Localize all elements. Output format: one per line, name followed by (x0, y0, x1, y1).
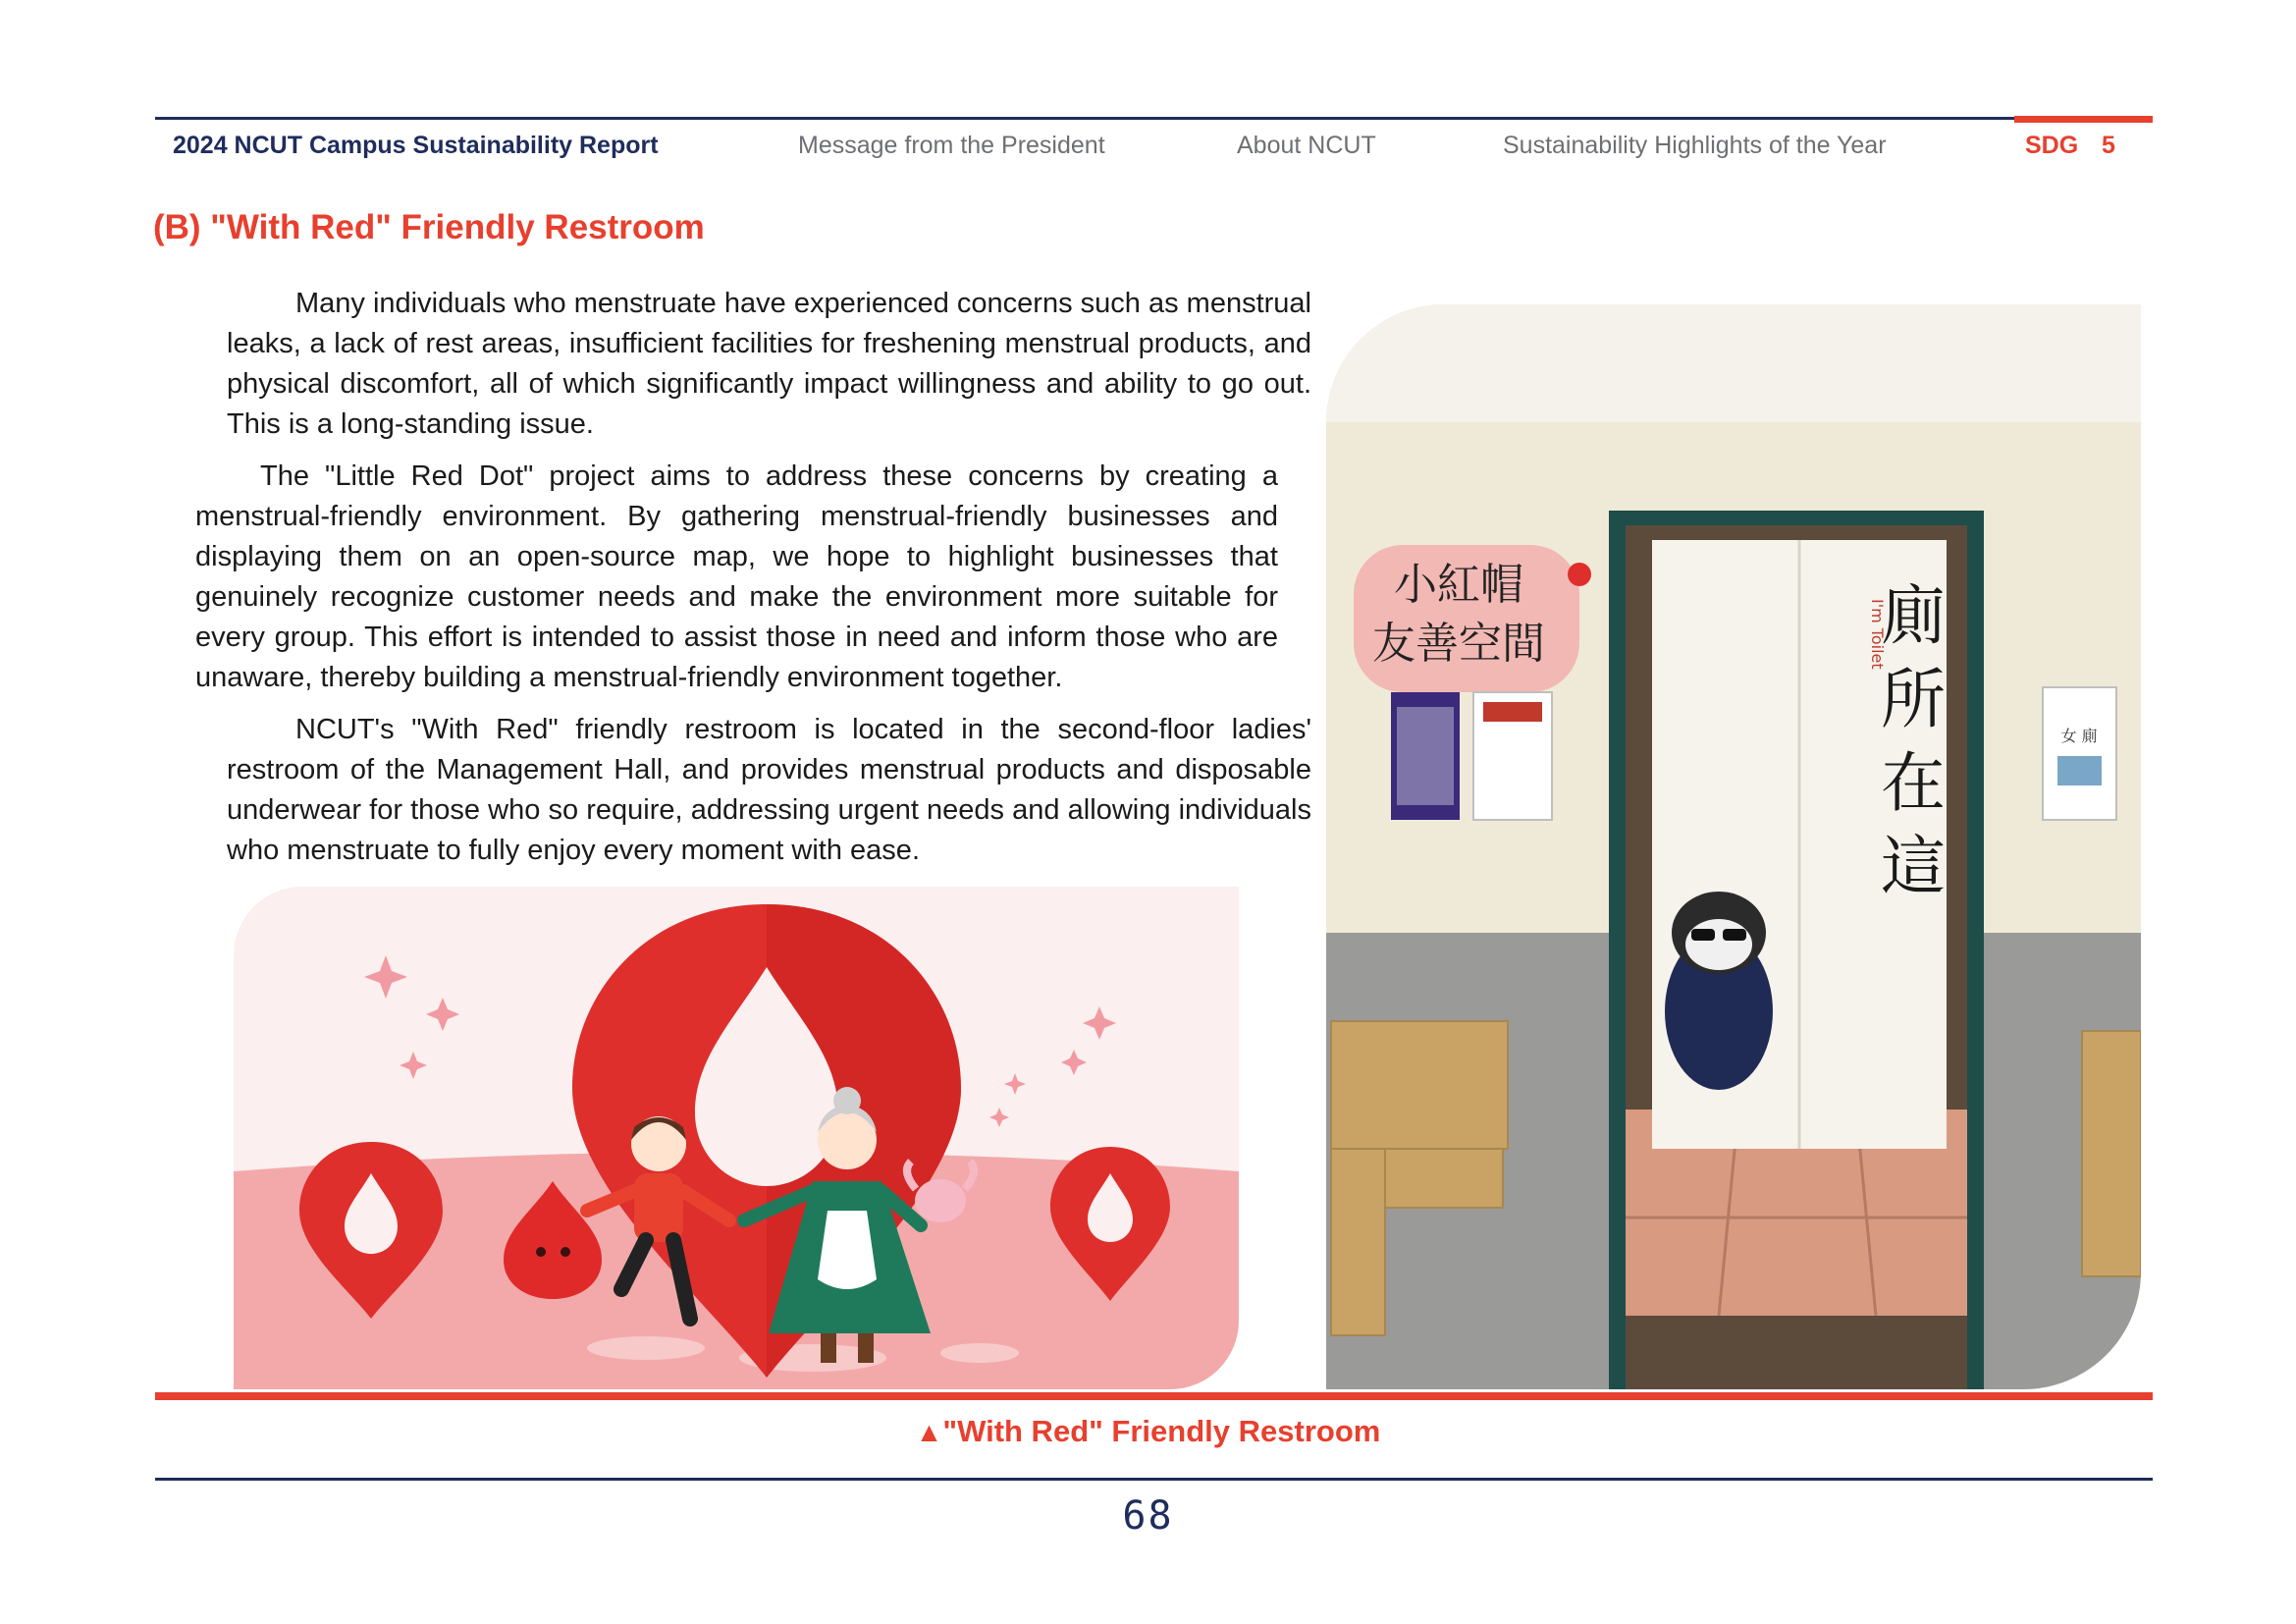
caption-text: "With Red" Friendly Restroom (942, 1414, 1381, 1448)
figure-caption (0, 1412, 2296, 1452)
header-rule (155, 117, 2014, 120)
sign-line-2: 友善空間 (1372, 619, 1545, 669)
nav-sustainability-highlights[interactable]: Sustainability Highlights of the Year (1503, 132, 1887, 159)
nav-message-from-president[interactable]: Message from the President (798, 132, 1105, 159)
header-accent-bar (2014, 116, 2153, 123)
sdg-number[interactable]: 5 (2102, 132, 2115, 159)
footer-rule (155, 1478, 2153, 1481)
report-title: 2024 NCUT Campus Sustainability Report (173, 132, 659, 159)
sign-line-1: 小紅帽 (1394, 560, 1523, 610)
curtain-char-2: 所 (1881, 662, 1946, 737)
curtain-char-1: 廁 (1881, 578, 1946, 654)
nav-about-ncut[interactable]: About NCUT (1237, 132, 1376, 159)
curtain-small-text: I'm Toilet (1868, 599, 1887, 670)
paragraph-1: Many individuals who menstruate have experienced concerns such as menstrual leaks, a lack of rest areas, insufficient facilities for freshening menstrual products, and physical discomfort, all of which significantly impact willingness and ability to go out. This is a long-standing issue. (227, 288, 1311, 440)
paragraph-2: The "Little Red Dot" project aims to address these concerns by creating a menstrual-friendly environment. By gathering menstrual-friendly businesses and displaying them on an open-source map, we hope to highlight businesses that genuinely recognize customer needs and make the environment more suitable for every group. This effort is intended to assist those in need and inform those who are unaware, thereby building a menstrual-friendly environment together. (195, 460, 1278, 693)
curtain-char-4: 這 (1881, 829, 1946, 904)
curtain-char-3: 在 (1881, 745, 1946, 821)
restroom-entrance-photo (1326, 304, 2141, 1389)
paragraph-3: NCUT's "With Red" friendly restroom is located in the second-floor ladies' restroom of the Management Hall, and provides menstrual products and disposable underwear for those who so require, addressing urgent needs and allowing individuals who menstruate to fully enjoy every moment with ease. (227, 714, 1311, 866)
little-red-dot-illustration (234, 887, 1239, 1389)
section-title: (B) "With Red" Friendly Restroom (153, 208, 705, 246)
page-number: 68 (1122, 1493, 1174, 1539)
caption-triangle-icon: ▲ (915, 1417, 943, 1447)
caption-rule (155, 1392, 2153, 1400)
sdg-label[interactable]: SDG (2025, 132, 2079, 159)
door-plate-text: 女 廁 (2060, 727, 2098, 745)
